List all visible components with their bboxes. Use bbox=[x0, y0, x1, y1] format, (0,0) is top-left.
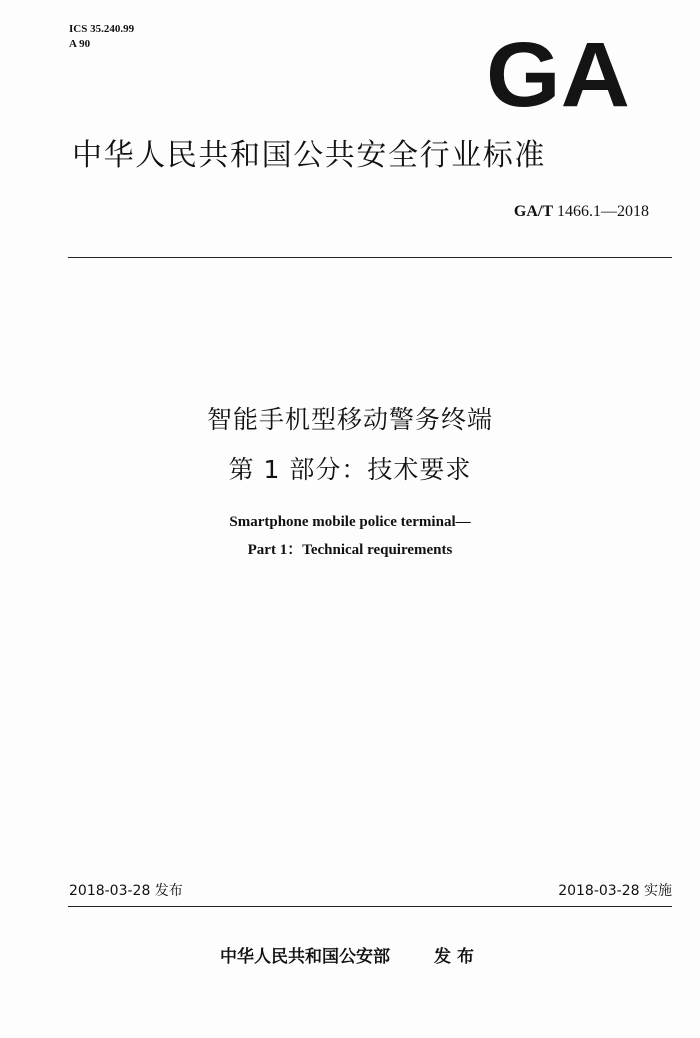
english-title-line-2: Part 1：Technical requirements bbox=[247, 542, 453, 558]
publisher-line bbox=[0, 942, 700, 967]
implementation-date: 2018-03-28 实施 bbox=[558, 883, 672, 899]
ccs-code: A 90 bbox=[69, 38, 91, 50]
issue-date: 2018-03-28 发布 bbox=[69, 883, 183, 899]
classification-codes bbox=[69, 22, 134, 52]
standard-number-prefix: GA/T bbox=[513, 203, 553, 220]
english-title-line-1: Smartphone mobile police terminal— bbox=[229, 514, 471, 530]
top-divider bbox=[68, 257, 672, 258]
publisher-name: 中华人民共和国公安部 bbox=[220, 947, 391, 967]
ga-logo-text: GA bbox=[486, 36, 630, 108]
standard-number bbox=[514, 203, 649, 221]
bottom-divider bbox=[68, 906, 672, 907]
chinese-title-line-2: 第 1 部分：技术要求 bbox=[228, 455, 472, 484]
standard-category-title: 中华人民共和国公共安全行业标准 bbox=[72, 138, 546, 173]
ics-code: ICS 35.240.99 bbox=[69, 23, 135, 35]
ga-logo bbox=[485, 36, 631, 108]
standard-number-value: 1466.1—2018 bbox=[557, 203, 649, 220]
publisher-verb: 发布 bbox=[433, 947, 480, 967]
chinese-title-line-1: 智能手机型移动警务终端 bbox=[206, 405, 493, 434]
